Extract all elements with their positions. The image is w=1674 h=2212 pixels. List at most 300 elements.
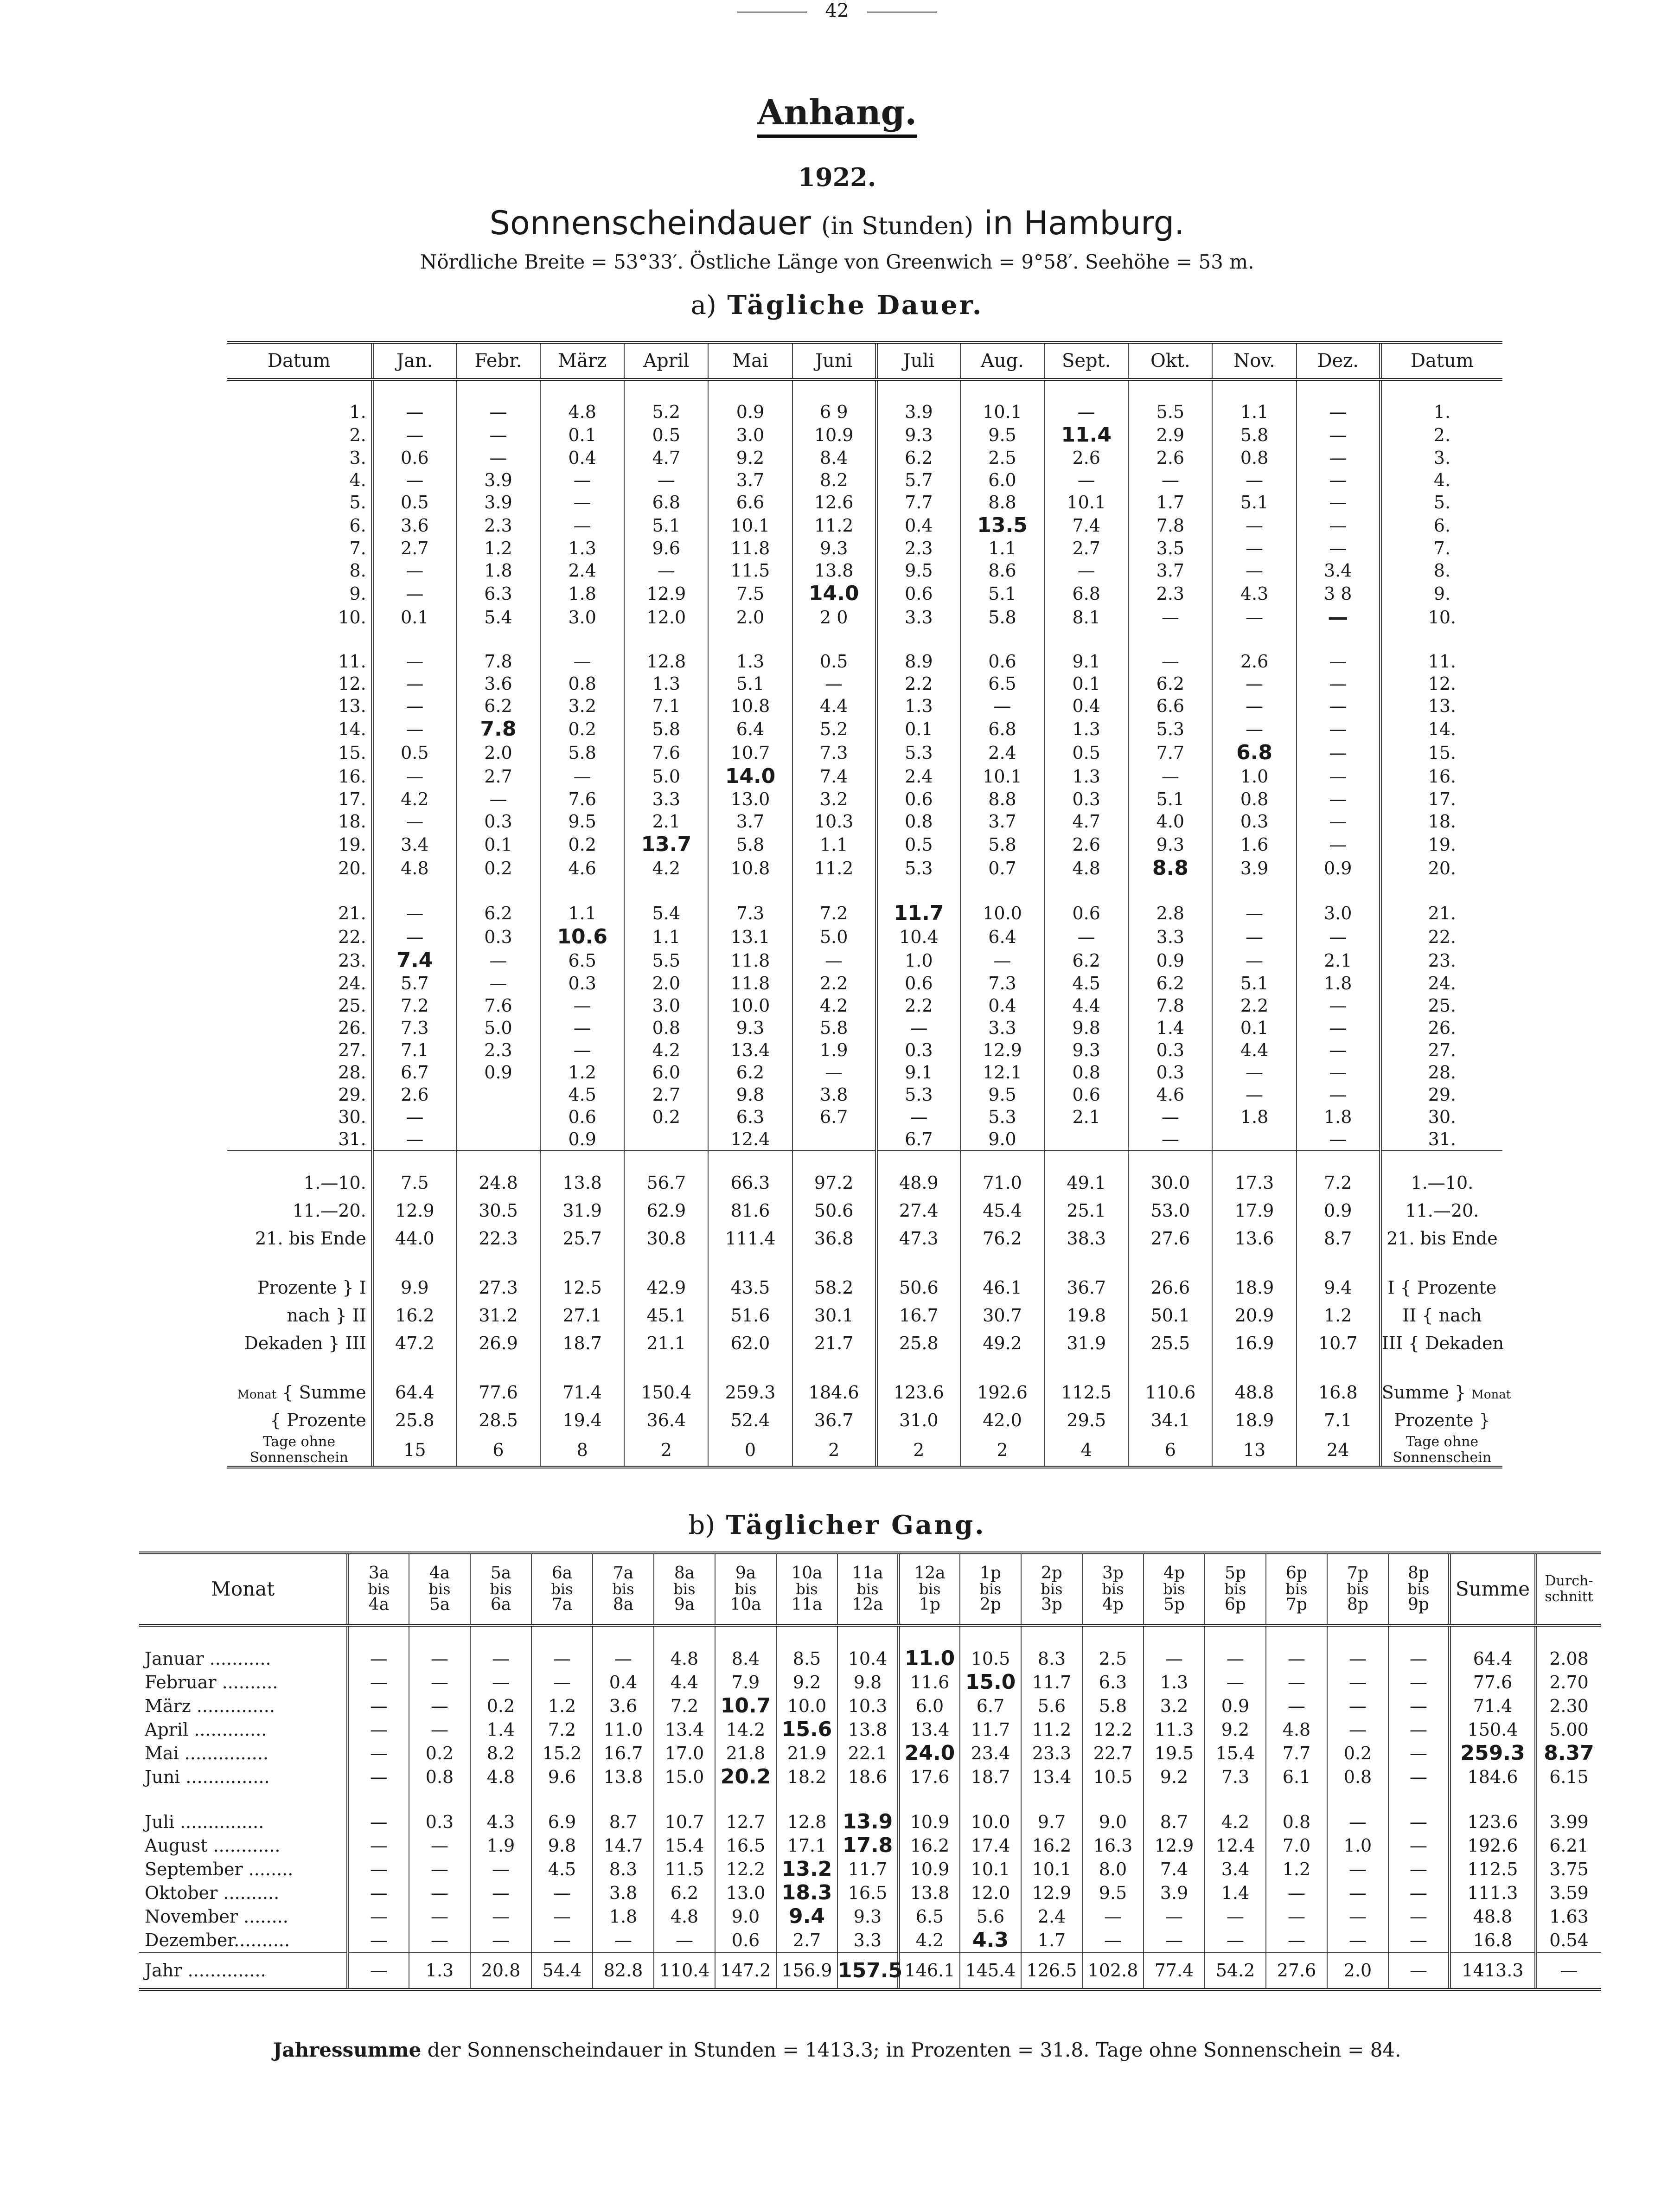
day-value: 0.2: [624, 1106, 708, 1128]
spacer-cell: [227, 1252, 372, 1274]
day-label: 10.: [338, 607, 366, 628]
day-value: 0.4: [540, 447, 624, 469]
day-value: —: [372, 901, 456, 925]
hour-value: 8.7: [593, 1810, 654, 1834]
day-value: —: [540, 994, 624, 1017]
hour-value: —: [470, 1904, 531, 1928]
decade-percent-value: 62.0: [708, 1329, 792, 1357]
day-value: 7.7: [876, 491, 960, 513]
day-value: 7.5: [708, 582, 792, 605]
day-value: —: [1297, 833, 1380, 856]
spacer-row: [227, 629, 1502, 650]
month-sum: 16.8: [1450, 1928, 1536, 1952]
day-value: —: [1297, 717, 1380, 741]
day-value: —: [876, 1106, 960, 1128]
day-row: [227, 810, 1502, 833]
hour-value: 10.9: [899, 1810, 960, 1834]
decade-sum-value: 7.2: [1297, 1169, 1380, 1197]
spacer-cell: [792, 629, 876, 650]
hour-header: [776, 1553, 837, 1625]
day-value: 4.2: [372, 788, 456, 810]
section-b-title: b) Täglicher Gang.: [688, 1510, 986, 1540]
spacer-cell: [1212, 629, 1296, 650]
spacer-cell: [540, 1150, 624, 1169]
day-value: 9.0: [960, 1128, 1044, 1150]
day-value: 2.2: [1212, 994, 1296, 1017]
hour-value: —: [348, 1694, 409, 1718]
hour-value: 7.0: [1266, 1834, 1327, 1857]
decade-percent-row: [227, 1274, 1502, 1302]
hour-value: —: [409, 1718, 470, 1741]
spacer-cell: [654, 1789, 715, 1810]
hour-value: 10.7: [654, 1810, 715, 1834]
day-value: 9.3: [1044, 1039, 1128, 1061]
day-label-right: 6.: [1380, 513, 1502, 537]
day-value: 8.8: [960, 491, 1044, 513]
hour-value: —: [1327, 1694, 1388, 1718]
day-value: 1.4: [1128, 1017, 1212, 1039]
month-average: 3.59: [1536, 1881, 1601, 1904]
spacer-cell: [792, 1150, 876, 1169]
decade-sum-value: 27.4: [876, 1197, 960, 1225]
day-value: 8.6: [960, 559, 1044, 582]
daily-body: [227, 379, 1511, 1467]
day-value: 3.0: [540, 605, 624, 629]
spacer-cell: [1297, 379, 1380, 401]
spacer-cell: [227, 880, 372, 901]
hour-value: —: [1266, 1647, 1327, 1670]
day-value: [624, 1128, 708, 1150]
month-sum: 192.6: [1450, 1834, 1536, 1857]
hourly-course-table: [139, 1552, 1601, 1991]
decade-percent-value: 21.1: [624, 1329, 708, 1357]
day-value: —: [1212, 469, 1296, 491]
day-label-right: 16.: [1380, 764, 1502, 788]
hour-header-part: 1p: [980, 1564, 1001, 1583]
day-value: 1.2: [540, 1061, 624, 1084]
decade-label: 21. bis Ende: [255, 1228, 366, 1249]
no-sunshine-value: 24: [1297, 1434, 1380, 1467]
spacer-cell: [1082, 1789, 1144, 1810]
decade-sum-value: 45.4: [960, 1197, 1044, 1225]
day-value: —: [960, 949, 1044, 972]
decade-percent-value: 9.4: [1297, 1274, 1380, 1302]
spacer-cell: [1450, 1789, 1536, 1810]
day-value: 0.6: [876, 788, 960, 810]
day-label-right: 29.: [1380, 1084, 1502, 1106]
day-label: 15.: [338, 742, 366, 763]
day-label: 11.: [338, 651, 366, 672]
day-value: —: [372, 1106, 456, 1128]
day-value: 2.7: [372, 537, 456, 559]
hour-header-part: bis: [1407, 1580, 1430, 1598]
day-value: 0.9: [1128, 949, 1212, 972]
decade-sum-value: 13.8: [540, 1169, 624, 1197]
spacer-cell: [960, 1625, 1021, 1647]
day-value: —: [540, 650, 624, 673]
hour-value: 7.4: [1144, 1857, 1205, 1881]
spacer-cell: [456, 629, 540, 650]
hour-header-part: bis: [796, 1580, 818, 1598]
day-value: 9.5: [540, 810, 624, 833]
hour-value: —: [1082, 1904, 1144, 1928]
hour-value: 4.3: [470, 1810, 531, 1834]
day-value: —: [1297, 695, 1380, 717]
day-value: —: [1128, 469, 1212, 491]
day-value: 10.7: [708, 741, 792, 764]
spacer-cell: [1297, 1150, 1380, 1169]
spacer-cell: [470, 1625, 531, 1647]
hour-value: 12.2: [1082, 1718, 1144, 1741]
day-label-right: 9.: [1380, 582, 1502, 605]
day-value: 5.8: [708, 833, 792, 856]
hour-value: 24.0: [899, 1741, 960, 1765]
spacer-cell: [1144, 1625, 1205, 1647]
hour-value: 16.7: [593, 1741, 654, 1765]
spacer-cell: [540, 1357, 624, 1378]
day-value: 12.4: [708, 1128, 792, 1150]
day-label: 8.: [349, 560, 366, 581]
spacer-cell: [1044, 1357, 1128, 1378]
decade-sum-value: 71.0: [960, 1169, 1044, 1197]
percent-label-text: Dekaden: [1425, 1333, 1504, 1353]
no-sunshine-value: 2: [960, 1434, 1044, 1467]
month-label: Juni ...............: [145, 1766, 270, 1787]
decade-sum-value: 25.1: [1044, 1197, 1128, 1225]
month-row: [139, 1834, 1601, 1857]
hour-value: 8.3: [1021, 1647, 1082, 1670]
month-total-value: 34.1: [1128, 1406, 1212, 1434]
hour-value: 17.8: [837, 1834, 899, 1857]
hour-value: 14.2: [715, 1718, 776, 1741]
day-value: 7.4: [372, 949, 456, 972]
month-header: Dez.: [1297, 342, 1380, 379]
day-value: —: [792, 949, 876, 972]
hour-header-part: bis: [1041, 1580, 1063, 1598]
day-label: 3.: [349, 448, 366, 468]
day-value: 1.1: [540, 901, 624, 925]
day-label-right: 25.: [1380, 994, 1502, 1017]
day-value: 7.1: [624, 695, 708, 717]
hour-value: 6.9: [531, 1810, 593, 1834]
hourly-header-row: [139, 1553, 1601, 1625]
decade-sum-value: 56.7: [624, 1169, 708, 1197]
decade-sum-value: 30.8: [624, 1225, 708, 1252]
decade-sum-value: 97.2: [792, 1169, 876, 1197]
day-value: 2.6: [372, 1084, 456, 1106]
hour-value: —: [1082, 1928, 1144, 1952]
hour-header-part: bis: [919, 1580, 941, 1598]
decade-percent-value: 25.5: [1128, 1329, 1212, 1357]
month-label: Oktober ..........: [145, 1882, 280, 1903]
day-value: 0.6: [1044, 1084, 1128, 1106]
hour-value: 5.6: [960, 1904, 1021, 1928]
hour-value: —: [409, 1904, 470, 1928]
percent-decade-roman: III: [1381, 1333, 1403, 1353]
decade-sum-value: 36.8: [792, 1225, 876, 1252]
day-label-right: 17.: [1380, 788, 1502, 810]
hour-header-part: 5a: [490, 1564, 511, 1583]
hour-value: —: [348, 1741, 409, 1765]
day-value: —: [792, 1061, 876, 1084]
decade-percent-value: 31.2: [456, 1302, 540, 1329]
day-value: 3.7: [1128, 559, 1212, 582]
day-value: 8.1: [1044, 605, 1128, 629]
day-value: 9.5: [960, 1084, 1044, 1106]
day-value: 1.3: [624, 673, 708, 695]
percent-label: Prozente } I: [257, 1277, 366, 1298]
day-label-right: 7.: [1380, 537, 1502, 559]
day-value: 6.7: [372, 1061, 456, 1084]
hour-value: 8.5: [776, 1647, 837, 1670]
spacer-cell: [1380, 379, 1502, 401]
spacer-row: [227, 1150, 1502, 1169]
percent-label-text: Dekaden: [244, 1333, 323, 1353]
spacer-cell: [1128, 1150, 1212, 1169]
day-value: 1.1: [624, 925, 708, 949]
month-header: März: [540, 342, 624, 379]
spacer-cell: [1212, 1150, 1296, 1169]
day-value: 0.5: [372, 741, 456, 764]
day-value: 3.3: [624, 788, 708, 810]
day-label-right: 18.: [1380, 810, 1502, 833]
day-value: 11.8: [708, 949, 792, 972]
spacer-cell: [776, 1625, 837, 1647]
day-value: 7.4: [792, 764, 876, 788]
spacer-cell: [372, 1357, 456, 1378]
hour-value: 15.6: [776, 1718, 837, 1741]
day-value: 2.3: [456, 1039, 540, 1061]
year-row: [139, 1952, 1601, 1989]
day-value: 6.6: [708, 491, 792, 513]
hour-value: 21.9: [776, 1741, 837, 1765]
hour-value: —: [1327, 1904, 1388, 1928]
spacer-cell: [1297, 1252, 1380, 1274]
day-value: 9.2: [708, 447, 792, 469]
day-value: 3.0: [1297, 901, 1380, 925]
day-label-right: 5.: [1380, 491, 1502, 513]
year-label: Jahr ..............: [139, 1952, 348, 1989]
no-sunshine-label: Tage ohne Sonnenschein: [227, 1434, 372, 1467]
day-value: 1.1: [792, 833, 876, 856]
percent-decade-roman: II: [352, 1305, 366, 1326]
day-value: —: [1297, 605, 1380, 629]
hour-value: 5.6: [1021, 1694, 1082, 1718]
decade-percent-value: 58.2: [792, 1274, 876, 1302]
hour-header-part: bis: [1224, 1580, 1246, 1598]
day-value: 0.8: [1212, 447, 1296, 469]
day-row: [227, 1128, 1502, 1150]
day-value: —: [1297, 513, 1380, 537]
spacer-cell: [960, 1252, 1044, 1274]
decade-sum-row: [227, 1225, 1502, 1252]
month-average: 6.21: [1536, 1834, 1601, 1857]
decade-percent-value: 51.6: [708, 1302, 792, 1329]
hour-header-part: bis: [1102, 1580, 1124, 1598]
day-value: 0.3: [1044, 788, 1128, 810]
day-label: 19.: [338, 834, 366, 855]
average-header: Durch-schnitt: [1536, 1553, 1601, 1625]
day-value: —: [960, 695, 1044, 717]
day-value: —: [372, 717, 456, 741]
month-label: August ............: [145, 1835, 281, 1856]
month-average: 2.70: [1536, 1670, 1601, 1694]
spacer-cell: [1536, 1625, 1601, 1647]
day-value: 13.1: [708, 925, 792, 949]
hour-value: 3.4: [1205, 1857, 1266, 1881]
hour-value: 15.0: [654, 1765, 715, 1789]
spacer-cell: [540, 1252, 624, 1274]
hour-value: 10.3: [837, 1694, 899, 1718]
month-total-label-text: Summe: [299, 1382, 366, 1403]
day-value: 3.4: [1297, 559, 1380, 582]
hour-value: 4.8: [470, 1765, 531, 1789]
day-value: 13.0: [708, 788, 792, 810]
day-value: —: [1297, 925, 1380, 949]
spacer-cell: [1044, 629, 1128, 650]
day-value: 13.7: [624, 833, 708, 856]
day-value: 12.9: [960, 1039, 1044, 1061]
day-value: 0.7: [960, 856, 1044, 880]
spacer-cell: [227, 1357, 372, 1378]
day-value: 5.8: [1212, 423, 1296, 447]
day-label: 7.: [349, 538, 366, 558]
hour-value: 9.7: [1021, 1810, 1082, 1834]
day-value: —: [1297, 1061, 1380, 1084]
day-value: 0.3: [456, 810, 540, 833]
decade-sum-value: 0.9: [1297, 1197, 1380, 1225]
month-average: 8.37: [1536, 1741, 1601, 1765]
hour-value: —: [1144, 1928, 1205, 1952]
hour-value: 9.5: [1082, 1881, 1144, 1904]
hour-value: —: [1266, 1694, 1327, 1718]
hour-value: —: [1388, 1741, 1450, 1765]
day-label: 21.: [338, 903, 366, 923]
no-sunshine-value: 6: [1128, 1434, 1212, 1467]
hour-value: —: [1327, 1670, 1388, 1694]
hour-value: 17.1: [776, 1834, 837, 1857]
spacer-cell: [899, 1625, 960, 1647]
month-average: 0.54: [1536, 1928, 1601, 1952]
month-row: [139, 1694, 1601, 1718]
day-label: 18.: [338, 811, 366, 832]
percent-label-right: III { Dekaden: [1380, 1329, 1502, 1357]
decade-percent-value: 30.7: [960, 1302, 1044, 1329]
day-value: 5.8: [792, 1017, 876, 1039]
percent-decade-roman: I: [359, 1277, 366, 1298]
decade-percent-row: [227, 1329, 1502, 1357]
day-label-right: 13.: [1380, 695, 1502, 717]
hour-value: —: [1388, 1904, 1450, 1928]
hour-header-part: bis: [612, 1580, 634, 1598]
hour-value: 11.5: [654, 1857, 715, 1881]
no-sunshine-value: 2: [624, 1434, 708, 1467]
daily-header-row: [227, 342, 1502, 379]
hour-value: 9.0: [715, 1904, 776, 1928]
day-value: —: [1212, 559, 1296, 582]
day-value: —: [1212, 1084, 1296, 1106]
spacer-row: [227, 1357, 1502, 1378]
hour-value: —: [348, 1647, 409, 1670]
day-value: 3.0: [708, 423, 792, 447]
day-value: 2.2: [876, 994, 960, 1017]
month-header: Monat: [139, 1553, 348, 1625]
decade-label: 11.—20.: [292, 1200, 366, 1221]
year-sum: 1413.3: [1450, 1952, 1536, 1989]
hour-header: [1327, 1553, 1388, 1625]
spacer-cell: [456, 1357, 540, 1378]
day-label-right: 4.: [1380, 469, 1502, 491]
day-value: 3.3: [960, 1017, 1044, 1039]
day-value: 0.9: [540, 1128, 624, 1150]
hour-header-part: 4p: [1102, 1595, 1124, 1614]
day-value: 4.5: [1044, 972, 1128, 994]
title-paren: (in Stunden): [821, 212, 974, 240]
hour-value: —: [409, 1694, 470, 1718]
hour-value: 12.4: [1205, 1834, 1266, 1857]
hour-value: 1.0: [1327, 1834, 1388, 1857]
month-total-value: 184.6: [792, 1378, 876, 1406]
hour-value: —: [409, 1857, 470, 1881]
spacer-row: [139, 1789, 1601, 1810]
no-sunshine-value: 15: [372, 1434, 456, 1467]
day-value: 3.9: [876, 401, 960, 423]
day-value: —: [1128, 764, 1212, 788]
spacer-cell: [624, 379, 708, 401]
no-sunshine-label-right: Tage ohne Sonnenschein: [1380, 1434, 1502, 1467]
day-value: 0.6: [960, 650, 1044, 673]
hour-value: 10.1: [1021, 1857, 1082, 1881]
spacer-cell: [876, 629, 960, 650]
day-value: 2.7: [456, 764, 540, 788]
day-row: [227, 491, 1502, 513]
hour-value: —: [1266, 1670, 1327, 1694]
hour-value: 6.3: [1082, 1670, 1144, 1694]
hour-value: 12.0: [960, 1881, 1021, 1904]
percent-label-text: nach: [287, 1305, 330, 1326]
hour-header-part: bis: [979, 1580, 1002, 1598]
spacer-cell: [1380, 629, 1502, 650]
spacer-cell: [654, 1625, 715, 1647]
hour-value: 13.0: [715, 1881, 776, 1904]
spacer-cell: [792, 1357, 876, 1378]
day-label: 27.: [338, 1040, 366, 1060]
day-row: [227, 401, 1502, 423]
month-total-value: 77.6: [456, 1378, 540, 1406]
day-value: 11.2: [792, 856, 876, 880]
spacer-cell: [1021, 1625, 1082, 1647]
month-total-value: 42.0: [960, 1406, 1044, 1434]
hour-value: 13.4: [654, 1718, 715, 1741]
hour-value: 2.5: [1082, 1647, 1144, 1670]
year-hour-value: 147.2: [715, 1952, 776, 1989]
day-value: 0.6: [372, 447, 456, 469]
day-value: —: [1297, 401, 1380, 423]
spacer-cell: [1388, 1789, 1450, 1810]
day-label: 16.: [338, 766, 366, 787]
day-value: 4.8: [1044, 856, 1128, 880]
day-value: 2.1: [1297, 949, 1380, 972]
hour-header-part: 9a: [735, 1564, 756, 1583]
day-value: 3.6: [372, 513, 456, 537]
day-value: 8.8: [960, 788, 1044, 810]
hour-value: 18.6: [837, 1765, 899, 1789]
spacer-row: [227, 1252, 1502, 1274]
day-value: 3.5: [1128, 537, 1212, 559]
day-value: 2.6: [1044, 447, 1128, 469]
day-value: —: [1128, 650, 1212, 673]
hour-value: 10.5: [1082, 1765, 1144, 1789]
